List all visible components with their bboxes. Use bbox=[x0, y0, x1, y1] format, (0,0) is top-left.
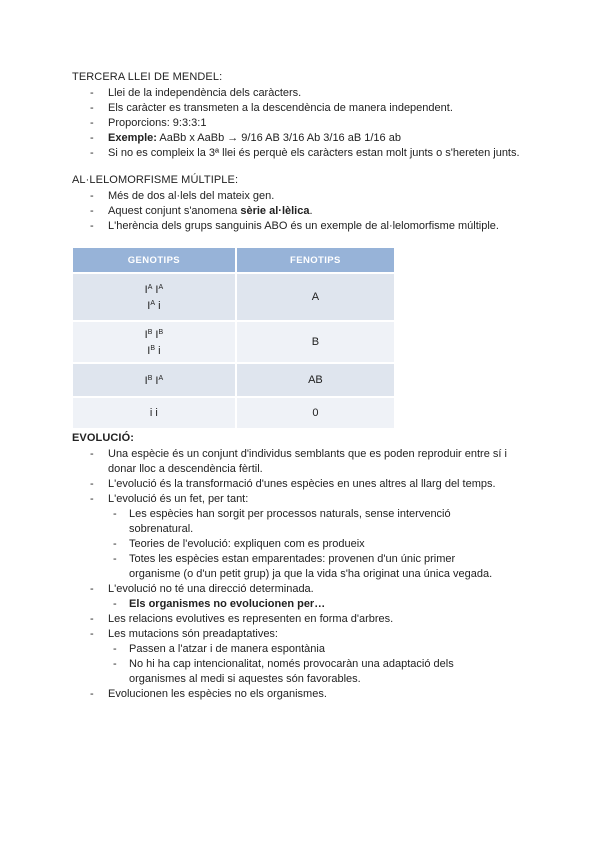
phenotype-cell: B bbox=[236, 321, 394, 363]
sub-list bbox=[108, 642, 479, 687]
allele: I bbox=[147, 300, 151, 312]
text-fragment: . bbox=[309, 205, 313, 217]
allelomorfisme-list bbox=[108, 189, 528, 234]
allele: i bbox=[155, 300, 161, 312]
phenotype-cell: A bbox=[236, 273, 394, 321]
table-row bbox=[73, 363, 394, 397]
list-item bbox=[108, 492, 518, 582]
list-item: - L'herència dels grups sanguinis ABO és un exemple de al·lelomorfisme múltiple. bbox=[108, 219, 528, 234]
allele-sup: A bbox=[150, 300, 156, 307]
list-item: - Més de dos al·lels del mateix gen. bbox=[108, 189, 528, 204]
list-item: - Llei de la independència dels caràcters. bbox=[108, 86, 528, 101]
allele: I bbox=[144, 329, 148, 341]
allele-sup: A bbox=[147, 284, 153, 291]
example-item bbox=[108, 131, 528, 146]
sub-list-item: - Teories de l'evolució: expliquen com es produeix bbox=[129, 537, 499, 552]
allele-sup: B bbox=[150, 345, 156, 352]
allele-sup: A bbox=[158, 284, 164, 291]
list-item: - Si no es compleix la 3ª llei és perquè els caràcters estan molt junts o s'hereten junts. bbox=[108, 146, 528, 161]
table-row bbox=[73, 397, 394, 429]
table-row bbox=[73, 321, 394, 363]
allele: I bbox=[152, 284, 159, 296]
serie-allelica-term: sèrie al·lèlica bbox=[240, 205, 310, 217]
list-item: - Els caràcter es transmeten a la descendència de manera independent. bbox=[108, 101, 528, 116]
allele: I bbox=[152, 329, 159, 341]
allele: i bbox=[155, 345, 161, 357]
sub-list bbox=[108, 507, 499, 582]
text-fragment: Aquest conjunt s'anomena bbox=[108, 205, 241, 217]
genotype-cell bbox=[73, 321, 236, 363]
sub-list-item bbox=[129, 597, 499, 612]
allele-sup: A bbox=[158, 375, 164, 382]
section-heading-mendel: TERCERA LLEI DE MENDEL: bbox=[72, 71, 223, 83]
list-item bbox=[108, 582, 518, 612]
genotype-cell: i i bbox=[73, 397, 236, 429]
list-item-text: L'evolució és un fet, per tant: bbox=[108, 493, 249, 505]
list-item-text: Les mutacions són preadaptatives: bbox=[108, 628, 278, 640]
allele: I bbox=[144, 375, 148, 387]
sub-list bbox=[108, 597, 499, 612]
bold-text: Els organismes no evolucionen per… bbox=[129, 598, 326, 610]
table-row bbox=[73, 273, 394, 321]
list-item: - Evolucionen les espècies no els organismes. bbox=[108, 687, 518, 702]
blood-group-table bbox=[73, 248, 394, 430]
section-heading-evolucio: EVOLUCIÓ: bbox=[72, 432, 135, 444]
column-header-fenotips: FENOTIPS bbox=[236, 248, 394, 273]
example-label: Exemple: bbox=[108, 132, 157, 144]
allele: I bbox=[144, 284, 148, 296]
allele-sup: B bbox=[158, 329, 164, 336]
list-item bbox=[108, 204, 528, 219]
phenotype-cell: 0 bbox=[236, 397, 394, 429]
evolucio-list bbox=[108, 447, 518, 702]
section-heading-allelomorfisme: AL·LELOMORFISME MÚLTIPLE: bbox=[72, 174, 239, 186]
sub-list-item: - Passen a l'atzar i de manera espontània bbox=[129, 642, 479, 657]
list-item: - Proporcions: 9:3:3:1 bbox=[108, 116, 528, 131]
allele: I bbox=[147, 345, 151, 357]
sub-list-item: - Totes les espècies estan emparentades: provenen d'un únic primer organisme (o d'un petit grup) ja que la vida s'ha originat una única vegada. bbox=[129, 552, 499, 582]
list-item: - Una espècie és un conjunt d'individus semblants que es poden reproduir entre sí i donar lloc a descendència fèrtil. bbox=[108, 447, 518, 477]
list-item: - L'evolució és la transformació d'unes espècies en unes altres al llarg del temps. bbox=[108, 477, 518, 492]
list-item bbox=[108, 627, 518, 687]
sub-list-item: - No hi ha cap intencionalitat, només provocaràn una adaptació dels organismes al medi si aquestes són favorables. bbox=[129, 657, 479, 687]
list-item: - Les relacions evolutives es representen en forma d'arbres. bbox=[108, 612, 518, 627]
genotype-cell bbox=[73, 363, 236, 397]
column-header-genotips: GENOTIPS bbox=[73, 248, 236, 273]
list-item-text: L'evolució no té una direcció determinada. bbox=[108, 583, 314, 595]
sub-list-item: - Les espècies han sorgit per processos naturals, sense intervenció sobrenatural. bbox=[129, 507, 499, 537]
example-text: AaBb x AaBb → 9/16 AB 3/16 Ab 3/16 aB 1/16 ab bbox=[159, 132, 401, 144]
allele: I bbox=[152, 375, 159, 387]
allele-sup: B bbox=[147, 375, 153, 382]
allele-sup: B bbox=[147, 329, 153, 336]
mendel-list bbox=[108, 86, 528, 161]
genotype-cell bbox=[73, 273, 236, 321]
phenotype-cell: AB bbox=[236, 363, 394, 397]
